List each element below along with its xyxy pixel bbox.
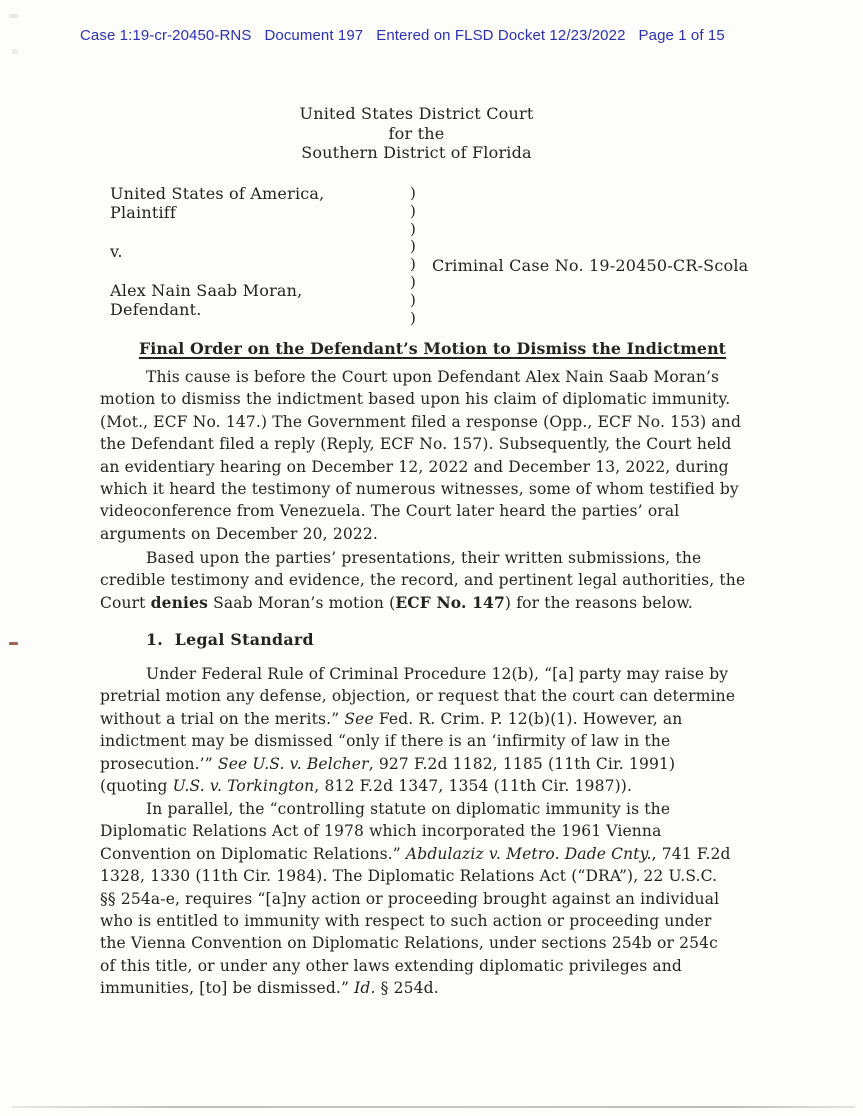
text-line: pretrial motion any defense, objection, or request that the court can determine [100,687,736,706]
docket-entered-date: Entered on FLSD Docket 12/23/2022 [376,27,626,44]
court-title [84,104,749,163]
text-line: videoconference from Venezuela. The Court later heard the parties’ oral [100,502,680,521]
caption-parties [110,184,410,320]
text-line: motion to dismiss the indictment based upon his claim of diplomatic immunity. [100,390,731,409]
text-line: which it heard the testimony of numerous witnesses, some of whom testified by [100,480,739,499]
text-line: arguments on December 20, 2022. [100,524,378,543]
paragraph-legal-standard-2 [100,798,790,1000]
text-line: v. [110,242,123,262]
text-line: who is entitled to immunity with respect to such action or proceeding under [100,912,712,931]
text-line: the Defendant filed a reply (Reply, ECF No. 157). Subsequently, the Court held [100,435,732,454]
scan-speck [9,14,18,18]
text-line: immunities, [to] be dismissed.” Id. § 254d. [100,979,439,998]
text-line: Convention on Diplomatic Relations.” Abdulaziz v. Metro. Dade Cnty., 741 F.2d [100,844,731,863]
text-line: Diplomatic Relations Act of 1978 which incorporated the 1961 Vienna [100,822,662,841]
text-line: Court denies Saab Moran’s motion (ECF No. 147) for the reasons below. [100,592,693,612]
paragraph-introduction [100,366,790,545]
court-title-for-the: for the [388,123,445,143]
caption-brackets [410,185,430,327]
text-line: prosecution.’” See U.S. v. Belcher, 927 F.2d 1182, 1185 (11th Cir. 1991) [100,754,676,773]
court-name: United States District Court [299,104,534,123]
scan-speck [12,49,18,54]
text-line: the Vienna Convention on Diplomatic Relations, under sections 254b or 254c [100,934,718,953]
text-line: Plaintiff [110,203,177,223]
caption-bracket: ) [410,184,416,202]
text-line: of this title, or under any other laws extending diplomatic privileges and [100,956,683,975]
text-line: §§ 254a-e, requires “[a]ny action or proceeding brought against an individual [100,889,720,908]
paragraph-ruling [100,547,790,614]
text-line: United States of America, [110,184,325,203]
text-line [110,223,410,242]
order-title: Final Order on the Defendant’s Motion to Dismiss the Indictment [138,339,727,358]
text-line: indictment may be dismissed “only if there is an ‘infirmity of law in the [100,732,671,751]
text-line: an evidentiary hearing on December 12, 2022 and December 13, 2022, during [100,457,729,476]
text-line: 1328, 1330 (11th Cir. 1984). The Diplomatic Relations Act (“DRA”), 22 U.S.C. [100,867,718,886]
caption-bracket: ) [410,237,416,256]
text-line: Defendant. [110,300,202,320]
scan-dash-mark [9,642,18,645]
docket-stamp-header [80,27,725,44]
scan-page-edge-line [12,1106,855,1108]
caption-bracket: ) [410,219,416,238]
text-line: This cause is before the Court upon Defendant Alex Nain Saab Moran’s [146,368,720,386]
caption-bracket: ) [410,255,416,274]
text-line: (Mot., ECF No. 147.) The Government filed a response (Opp., ECF No. 153) and [100,412,742,431]
paragraph-legal-standard-1 [100,663,790,797]
text-line: Under Federal Rule of Criminal Procedure 12(b), “[a] party may raise by [146,665,729,683]
text-line: credible testimony and evidence, the record, and pertinent legal authorities, the [100,571,746,590]
section-heading-legal-standard: 1. Legal Standard [146,630,314,649]
docket-page-indicator: Page 1 of 15 [638,27,725,44]
case-caption [110,184,765,334]
court-district: Southern District of Florida [301,143,532,163]
criminal-case-number: Criminal Case No. 19-20450-CR-Scola [432,256,749,275]
text-line: Alex Nain Saab Moran, [110,281,303,301]
text-line: (quoting U.S. v. Torkington, 812 F.2d 1347, 1354 (11th Cir. 1987)). [100,777,633,796]
docket-document-number: Document 197 [264,27,364,44]
caption-bracket: ) [410,272,416,291]
caption-bracket: ) [410,308,416,327]
text-line [110,262,410,281]
text-line: In parallel, the “controlling statute on diplomatic immunity is the [146,800,671,818]
caption-bracket: ) [410,290,416,309]
text-line: without a trial on the merits.” See Fed. R. Crim. P. 12(b)(1). However, an [100,709,683,728]
caption-bracket: ) [410,201,416,220]
docket-case-number: Case 1:19-cr-20450-RNS [80,27,252,44]
text-line: Based upon the parties’ presentations, their written submissions, the [146,549,702,567]
